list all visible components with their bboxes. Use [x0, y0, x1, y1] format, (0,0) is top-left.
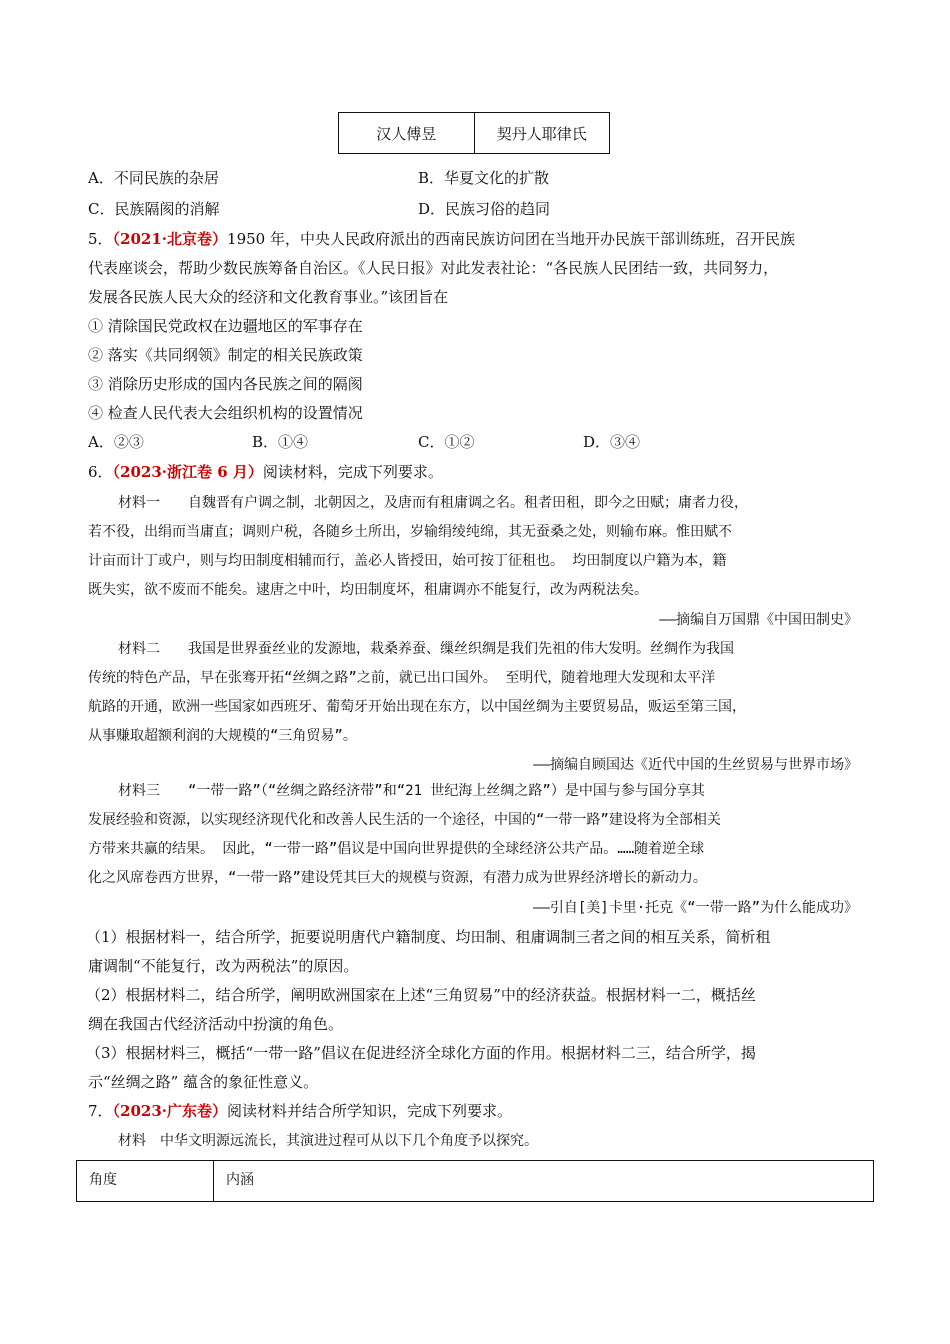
q5-item: ② 落实《共同纲领》制定的相关民族政策 — [88, 346, 363, 364]
q7-source-tag: （2023·广东卷） — [112, 1102, 228, 1120]
q4-option-b: B．华夏文化的扩散 — [418, 169, 550, 187]
q6-material-3-line: 发展经验和资源，以实现经济现代化和改善人民生活的一个途径，中国的“一带一路”建设将为全部相关 — [88, 812, 721, 828]
q5-line — [88, 228, 795, 250]
q7-table-header-content: 内涵 — [226, 1172, 254, 1188]
q6-material-3-source: ——引自[美]卡里·托克《“一带一路”为什么能成功》 — [533, 900, 858, 916]
q6-question-3: 示“丝绸之路” 蕴含的象征性意义。 — [88, 1073, 319, 1091]
q5-number: 5． — [88, 230, 113, 248]
q7-material: 材料 中华文明源远流长，其演进过程可从以下几个角度予以探究。 — [118, 1133, 538, 1149]
q7-table — [76, 1160, 874, 1202]
q5-item: ③ 消除历史形成的国内各民族之间的隔阂 — [88, 375, 363, 393]
q6-material-1-line: 材料一 自魏晋有户调之制，北朝因之，及唐而有租庸调之名。租者田租，即今之田赋；庸者力役， — [118, 495, 748, 511]
q6-material-1-line: 既失实，欲不废而不能矣。逮唐之中叶，均田制度坏，租庸调亦不能复行，改为两税法矣。 — [88, 582, 648, 598]
q6-header — [88, 461, 443, 483]
q5-option-a: A．②③ — [88, 433, 144, 451]
top-table-cell: 契丹人耶律氏 — [474, 113, 610, 153]
q6-material-1-source: ——摘编自万国鼎《中国田制史》 — [659, 612, 858, 628]
q6-material-2-source: ——摘编自顾国达《近代中国的生丝贸易与世界市场》 — [533, 757, 858, 773]
q5-source-tag: （2021·北京卷） — [112, 230, 228, 248]
q5-text: 1950 年，中央人民政府派出的西南民族访问团在当地开办民族干部训练班，召开民族 — [227, 230, 795, 248]
q6-question-3: （3）根据材料三，概括“一带一路”倡议在促进经济全球化方面的作用。根据材料二三，结合所学，揭 — [86, 1044, 756, 1062]
q6-material-2-line: 从事赚取超额利润的大规模的“三角贸易”。 — [88, 728, 357, 744]
q6-material-1-line: 计亩而计丁或户，则与均田制度相辅而行，盖必人皆授田，始可按丁征租也。 均田制度以户籍为本，籍 — [88, 553, 727, 569]
q6-material-3-line: 化之风席卷西方世界，“一带一路”建设凭其巨大的规模与资源，有潜力成为世界经济增长的新动力。 — [88, 870, 707, 886]
q6-question-2: （2）根据材料二，结合所学，阐明欧洲国家在上述“三角贸易”中的经济获益。根据材料一二，概括丝 — [86, 986, 756, 1004]
top-table-cell: 汉人傅昱 — [376, 124, 437, 143]
q6-material-2-line: 航路的开通，欧洲一些国家如西班牙、葡萄牙开始出现在东方，以中国丝绸为主要贸易品，贩运至第三国， — [88, 699, 746, 715]
q6-question-1: 庸调制“不能复行，改为两税法”的原因。 — [88, 957, 359, 975]
q7-header — [88, 1100, 512, 1122]
q5-text: 发展各民族人民大众的经济和文化教育事业。”该团旨在 — [88, 288, 449, 306]
q6-material-2-line: 传统的特色产品，早在张骞开拓“丝绸之路”之前，就已出口国外。 至明代，随着地理大发现和太平洋 — [88, 670, 716, 686]
q5-option-c: C．①② — [418, 433, 475, 451]
q5-option-b: B．①④ — [252, 433, 309, 451]
q5-item: ④ 检查人民代表大会组织机构的设置情况 — [88, 404, 363, 422]
q6-number: 6． — [88, 463, 113, 481]
q6-material-1-line: 若不役，出绢而当庸直；调则户税，各随乡土所出，岁输绢绫纯绵，其无蚕桑之处，则输布麻。惟田赋不 — [88, 524, 732, 540]
q4-option-a: A．不同民族的杂居 — [88, 169, 219, 187]
q4-option-c: C．民族隔阂的消解 — [88, 200, 220, 218]
q5-item: ① 清除国民党政权在边疆地区的军事存在 — [88, 317, 363, 335]
q5-option-d: D．③④ — [583, 433, 641, 451]
q6-material-2-line: 材料二 我国是世界蚕丝业的发源地，栽桑养蚕、缫丝织绸是我们先祖的伟大发明。丝绸作为我国 — [118, 641, 734, 657]
q6-question-1: （1）根据材料一，结合所学，扼要说明唐代户籍制度、均田制、租庸调制三者之间的相互关系，简析租 — [86, 928, 771, 946]
q4-option-d: D．民族习俗的趋同 — [418, 200, 551, 218]
q7-table-header-angle: 角度 — [77, 1161, 214, 1201]
q7-number: 7． — [88, 1102, 113, 1120]
q6-material-3-line: 材料三 “一带一路”（“丝绸之路经济带”和“21 世纪海上丝绸之路”）是中国与参与国分享其 — [118, 783, 705, 799]
q7-intro: 阅读材料并结合所学知识，完成下列要求。 — [227, 1102, 513, 1120]
q6-question-2: 绸在我国古代经济活动中扮演的角色。 — [88, 1015, 344, 1033]
q5-text: 代表座谈会，帮助少数民族筹备自治区。《人民日报》对此发表社论：“各民族人民团结一致，共同努力， — [88, 259, 779, 277]
q6-source-tag: （2023·浙江卷 6 月） — [112, 463, 263, 481]
q6-material-3-line: 方带来共赢的结果。 因此，“一带一路”倡议是中国向世界提供的全球经济公共产品。……随着逆全球 — [88, 841, 705, 857]
top-table — [338, 112, 610, 154]
q6-intro: 阅读材料，完成下列要求。 — [262, 463, 443, 481]
